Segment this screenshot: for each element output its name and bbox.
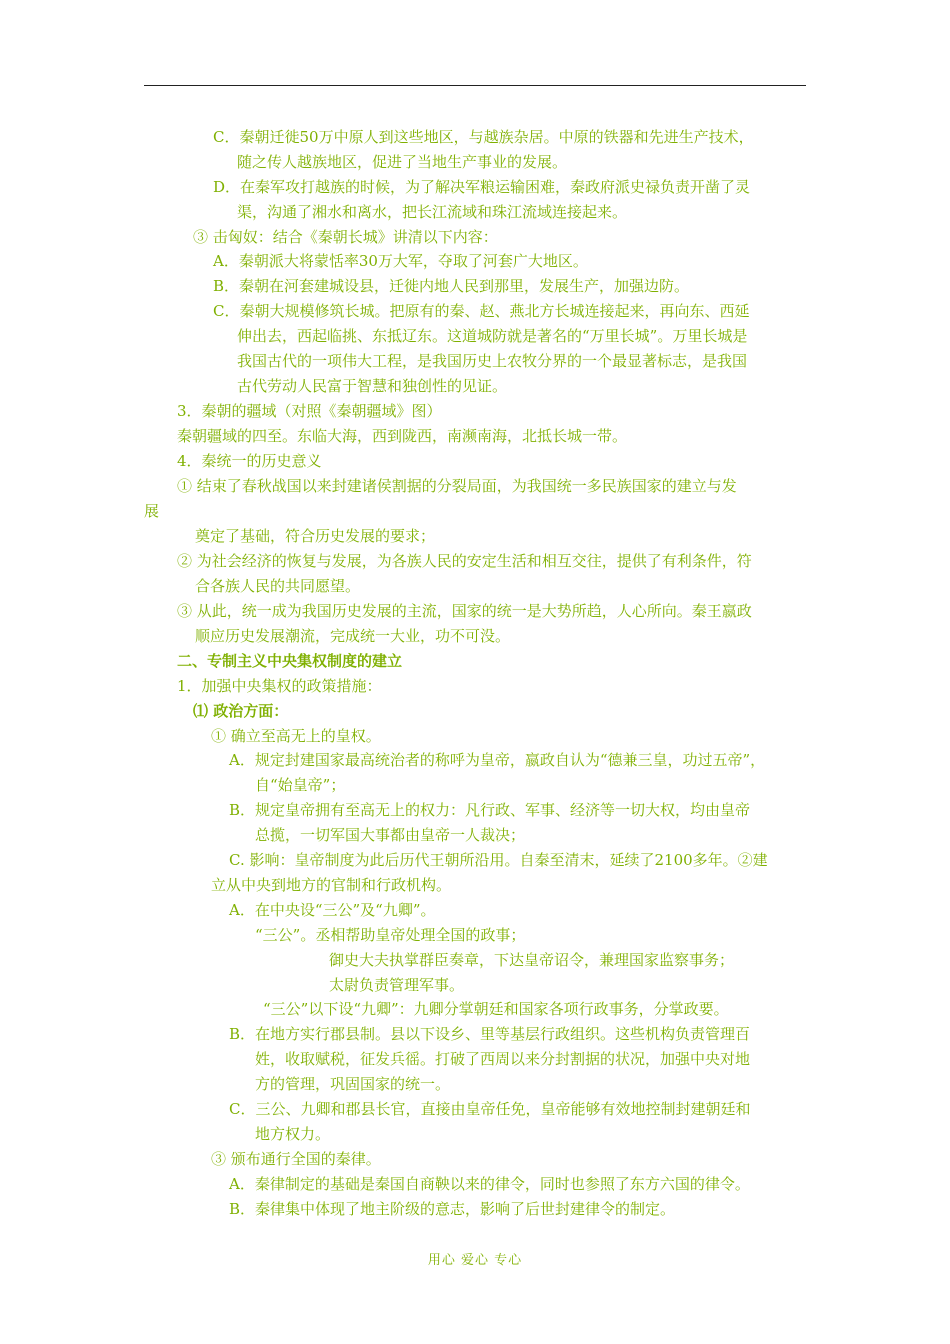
header-rule — [144, 85, 806, 86]
text-line: “三公”。丞相帮助皇帝处理全国的政事； — [255, 926, 526, 944]
text-line: C．秦朝大规模修筑长城。把原有的秦、赵、燕北方长城连接起来，再向东、西延 — [213, 302, 750, 320]
text-line: B．秦律集中体现了地主阶级的意志，影响了后世封建律令的制定。 — [229, 1200, 676, 1218]
text-line: ② 为社会经济的恢复与发展，为各族人民的安定生活和相互交往，提供了有利条件，符 — [177, 552, 752, 570]
text-line: 展 — [144, 502, 160, 520]
text-line: ③ 击匈奴：结合《秦朝长城》讲清以下内容： — [193, 228, 498, 246]
text-line: 随之传人越族地区，促进了当地生产事业的发展。 — [237, 153, 568, 171]
text-line: 渠，沟通了湘水和离水，把长江流域和珠江流域连接起来。 — [237, 203, 628, 221]
text-line: 奠定了基础，符合历史发展的要求； — [195, 527, 436, 545]
text-line: ③ 颁布通行全国的秦律。 — [211, 1150, 381, 1168]
text-line: C．秦朝迁徙50万中原人到这些地区，与越族杂居。中原的铁器和先进生产技术， — [213, 128, 754, 146]
text-line: ① 确立至高无上的皇权。 — [211, 727, 381, 745]
text-line: 姓，收取赋税，征发兵徭。打破了西周以来分封割据的状况，加强中央对地 — [255, 1050, 751, 1068]
text-line: 古代劳动人民富于智慧和独创性的见证。 — [237, 377, 508, 395]
text-line: A．秦律制定的基础是秦国自商鞅以来的律令，同时也参照了东方六国的律令。 — [229, 1175, 750, 1193]
text-line: 顺应历史发展潮流，完成统一大业，功不可没。 — [195, 627, 511, 645]
text-line: 御史大夫执掌群臣奏章，下达皇帝诏令，兼理国家监察事务； — [329, 951, 735, 969]
text-line: 自“始皇帝”； — [255, 776, 346, 794]
text-line: D．在秦军攻打越族的时候，为了解决军粮运输困难，秦政府派史禄负责开凿了灵 — [213, 178, 751, 196]
text-line: 总揽，一切军国大事都由皇帝一人裁决； — [255, 826, 526, 844]
section-heading: 1．加强中央集权的政策措施： — [177, 677, 382, 695]
text-line: 秦朝疆域的四至。东临大海，西到陇西，南濒南海，北抵长城一带。 — [177, 427, 628, 445]
text-line: 我国古代的一项伟大工程，是我国历史上农牧分界的一个最显著标志，是我国 — [237, 352, 748, 370]
subsection-heading: ⑴ 政治方面： — [193, 702, 289, 720]
chapter-heading: 二、专制主义中央集权制度的建立 — [177, 652, 403, 670]
text-line: 太尉负责管理军事。 — [329, 976, 465, 994]
text-line: C. 影响：皇帝制度为此后历代王朝所沿用。自秦至清末，延续了2100多年。②建 — [229, 851, 768, 869]
text-line: ① 结束了春秋战国以来封建诸侯割据的分裂局面，为我国统一多民族国家的建立与发 — [177, 477, 737, 495]
text-line: “三公”以下设“九卿”：九卿分掌朝廷和国家各项行政事务，分掌政要。 — [263, 1000, 729, 1018]
text-line: 地方权力。 — [255, 1125, 331, 1143]
section-heading: 3．秦朝的疆域（对照《秦朝疆域》图） — [177, 402, 442, 420]
text-line: 方的管理，巩固国家的统一。 — [255, 1075, 451, 1093]
text-line: A．秦朝派大将蒙恬率30万大军，夺取了河套广大地区。 — [213, 252, 588, 270]
text-line: B．规定皇帝拥有至高无上的权力：凡行政、军事、经济等一切大权，均由皇帝 — [229, 801, 751, 819]
text-line: ③ 从此，统一成为我国历史发展的主流，国家的统一是大势所趋，人心所向。秦王嬴政 — [177, 602, 752, 620]
text-line: A．在中央设“三公”及“九卿”。 — [229, 901, 436, 919]
text-line: 合各族人民的共同愿望。 — [195, 577, 361, 595]
text-line: B．秦朝在河套建城设县，迁徙内地人民到那里，发展生产，加强边防。 — [213, 277, 690, 295]
text-line: 立从中央到地方的官制和行政机构。 — [211, 876, 452, 894]
section-heading: 4．秦统一的历史意义 — [177, 452, 322, 470]
text-line: 伸出去，西起临挑、东抵辽东。这道城防就是著名的“万里长城”。万里长城是 — [237, 327, 748, 345]
page-footer: 用心 爱心 专心 — [427, 1253, 523, 1268]
text-line: C．三公、九卿和郡县长官，直接由皇帝任免，皇帝能够有效地控制封建朝廷和 — [229, 1100, 751, 1118]
text-line: A．规定封建国家最高统治者的称呼为皇帝，嬴政自认为“德兼三皇，功过五帝”， — [229, 751, 766, 769]
text-line: B．在地方实行郡县制。县以下设乡、里等基层行政组织。这些机构负责管理百 — [229, 1025, 751, 1043]
